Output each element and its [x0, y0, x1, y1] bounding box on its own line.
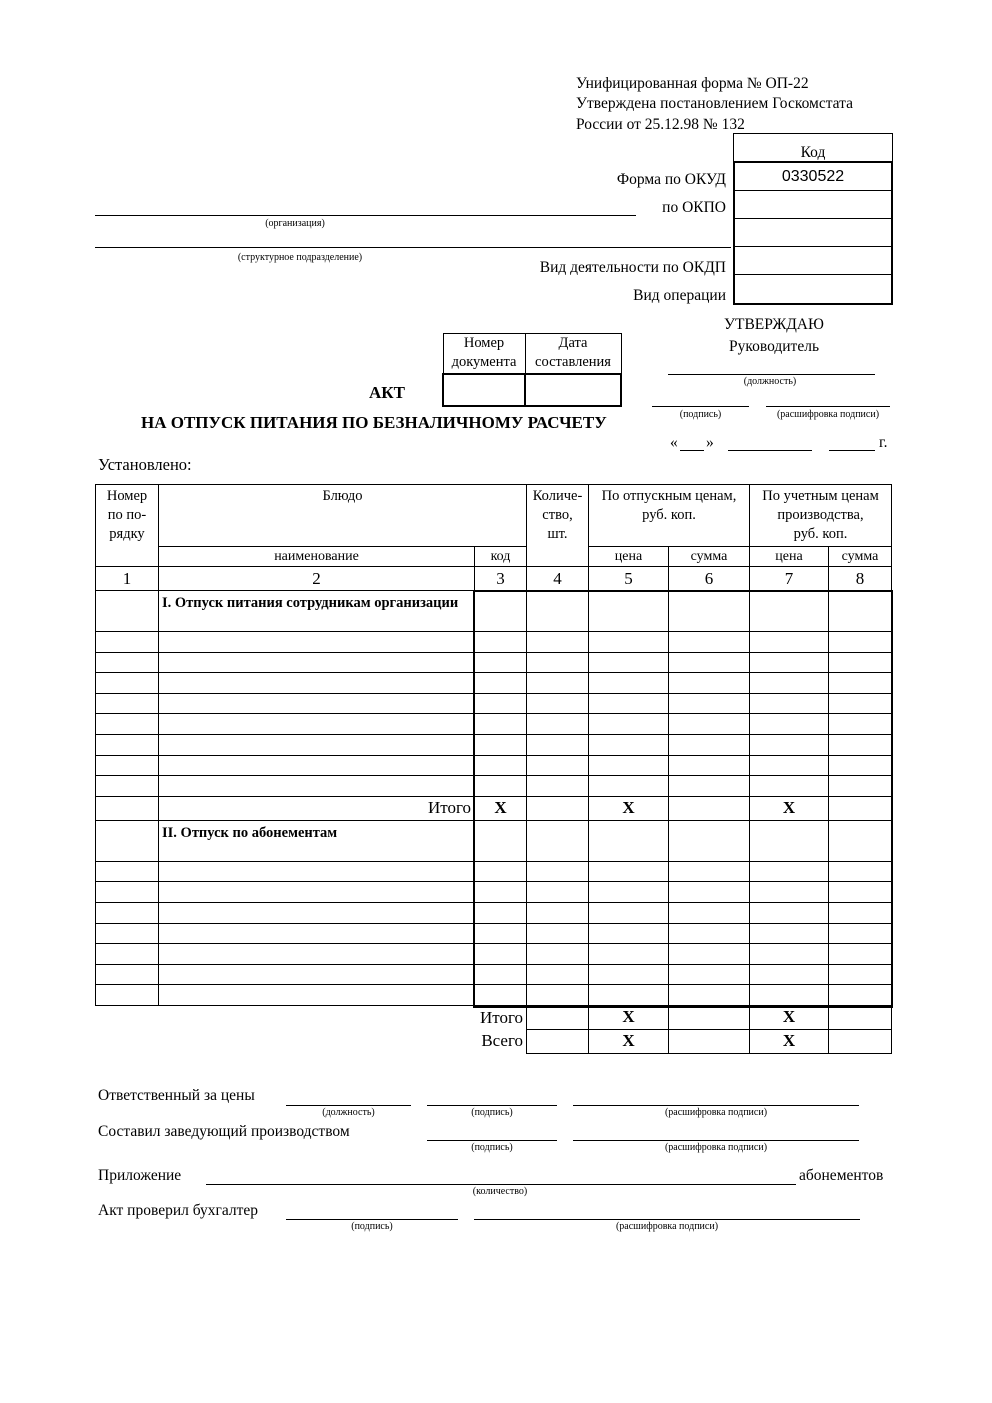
table-cell[interactable]	[589, 882, 669, 903]
header-qty-line-1: Количе-	[532, 488, 583, 504]
x-mark: Х	[475, 796, 527, 820]
okpo-label: по ОКПО	[662, 199, 726, 216]
table-cell[interactable]	[159, 861, 475, 882]
doc-number-label-2: документа	[451, 354, 517, 371]
table-cell[interactable]	[589, 861, 669, 882]
form-number-line: Унифицированная форма № ОП-22	[576, 75, 809, 92]
table-cell[interactable]	[750, 776, 829, 797]
table-cell[interactable]	[475, 714, 527, 735]
table-row	[96, 693, 892, 714]
section-2-rows	[96, 861, 892, 1005]
approver-decode-caption: (расшифровка подписи)	[776, 409, 880, 420]
table-cell[interactable]	[669, 652, 750, 673]
established-label: Установлено:	[98, 455, 192, 474]
col-number-2: 2	[159, 567, 475, 591]
price-resp-signature-caption: (подпись)	[471, 1107, 513, 1118]
table-row	[96, 734, 892, 755]
table-cell[interactable]	[829, 776, 892, 797]
table-cell[interactable]	[589, 734, 669, 755]
table-cell[interactable]	[475, 944, 527, 965]
table-row	[96, 882, 892, 903]
price-resp-position-field[interactable]	[286, 1105, 411, 1106]
table-cell[interactable]	[750, 755, 829, 776]
table-cell[interactable]	[589, 944, 669, 965]
table-cell[interactable]	[527, 985, 589, 1006]
table-cell[interactable]	[589, 755, 669, 776]
table-cell[interactable]	[829, 632, 892, 653]
blank-cell	[159, 1029, 475, 1053]
code-header: Код	[733, 133, 893, 161]
table-cell[interactable]	[475, 652, 527, 673]
table-cell[interactable]	[159, 964, 475, 985]
price-resp-decode-field[interactable]	[573, 1105, 859, 1106]
table-cell[interactable]	[527, 964, 589, 985]
header-qty-line-2: ство,	[542, 507, 573, 523]
table-cell[interactable]	[96, 861, 159, 882]
table-cell[interactable]	[669, 882, 750, 903]
doc-number-header	[443, 334, 525, 374]
table-cell[interactable]	[527, 944, 589, 965]
approve-role: Руководитель	[729, 338, 820, 355]
col-number-3: 3	[475, 567, 527, 591]
compiled-signature-caption: (подпись)	[471, 1142, 513, 1153]
table-cell[interactable]	[159, 985, 475, 1006]
table-row	[96, 923, 892, 944]
price-resp-signature-field[interactable]	[427, 1105, 557, 1106]
table-cell[interactable]	[829, 1005, 892, 1029]
table-cell[interactable]	[669, 714, 750, 735]
grand-total-label: Всего	[481, 1031, 523, 1051]
table-cell[interactable]	[475, 820, 527, 861]
table-cell[interactable]	[159, 632, 475, 653]
table-cell[interactable]	[96, 632, 159, 653]
table-cell[interactable]	[750, 985, 829, 1006]
table-cell[interactable]	[475, 673, 527, 694]
table-cell[interactable]	[829, 944, 892, 965]
doc-title: АКТ	[369, 383, 405, 402]
col-number-1: 1	[96, 567, 159, 591]
table-cell[interactable]	[159, 923, 475, 944]
table-cell[interactable]	[750, 882, 829, 903]
header-accounting-prices	[750, 485, 892, 547]
table-cell[interactable]	[159, 882, 475, 903]
table-cell[interactable]	[96, 693, 159, 714]
subscriptions-label: абонементов	[799, 1167, 884, 1184]
table-cell[interactable]	[829, 714, 892, 735]
table-cell[interactable]	[829, 591, 892, 632]
table-cell[interactable]	[750, 923, 829, 944]
meals-table	[95, 484, 892, 1054]
header-dish: Блюдо	[159, 485, 527, 547]
table-cell[interactable]	[669, 734, 750, 755]
table-cell[interactable]	[96, 776, 159, 797]
table-cell[interactable]	[527, 1005, 589, 1029]
attachment-label: Приложение	[98, 1167, 182, 1184]
table-cell[interactable]	[750, 693, 829, 714]
table-cell[interactable]	[96, 820, 159, 861]
table-cell[interactable]	[669, 923, 750, 944]
approve-day-field[interactable]	[680, 450, 704, 451]
table-cell[interactable]	[159, 776, 475, 797]
table-cell[interactable]	[669, 820, 750, 861]
table-cell[interactable]	[669, 796, 750, 820]
table-cell[interactable]	[96, 902, 159, 923]
checker-decode-field[interactable]	[474, 1219, 860, 1220]
table-cell[interactable]	[527, 652, 589, 673]
table-cell[interactable]	[589, 964, 669, 985]
table-cell[interactable]	[750, 734, 829, 755]
table-cell[interactable]	[527, 923, 589, 944]
section-1-total-label: Итого	[159, 796, 475, 820]
okpo-code-field[interactable]	[735, 191, 891, 219]
approve-title: УТВЕРЖДАЮ	[724, 316, 824, 333]
table-cell[interactable]	[750, 652, 829, 673]
table-cell[interactable]	[527, 796, 589, 820]
table-cell[interactable]	[527, 1029, 589, 1053]
operation-code-field[interactable]	[735, 275, 891, 303]
table-cell[interactable]	[829, 693, 892, 714]
header-acc-line-2: производства,	[777, 507, 864, 523]
table-cell[interactable]	[527, 693, 589, 714]
table-cell[interactable]	[589, 652, 669, 673]
table-cell[interactable]	[159, 652, 475, 673]
approve-year-field[interactable]	[829, 450, 875, 451]
table-cell[interactable]	[96, 964, 159, 985]
table-cell[interactable]	[829, 734, 892, 755]
table-cell[interactable]	[475, 755, 527, 776]
doc-number-date-table	[442, 333, 622, 407]
table-cell[interactable]	[589, 820, 669, 861]
table-cell[interactable]	[589, 693, 669, 714]
x-mark: Х	[589, 1029, 669, 1053]
col-number-7: 7	[750, 567, 829, 591]
table-cell[interactable]	[589, 632, 669, 653]
attachment-quantity-field[interactable]	[206, 1184, 796, 1185]
approver-signature-field[interactable]	[652, 406, 749, 407]
table-cell[interactable]	[527, 882, 589, 903]
table-cell[interactable]	[750, 591, 829, 632]
table-cell[interactable]	[527, 820, 589, 861]
subheader-acc-price: цена	[750, 547, 829, 567]
header-sale-prices	[589, 485, 750, 547]
table-cell[interactable]	[96, 591, 159, 632]
section-1-rows	[96, 632, 892, 797]
table-cell[interactable]	[475, 964, 527, 985]
price-responsible-label: Ответственный за цены	[98, 1087, 255, 1104]
subheader-sale-sum: сумма	[669, 547, 750, 567]
okud-code-field[interactable]: 0330522	[735, 163, 891, 191]
table-cell[interactable]	[669, 1005, 750, 1029]
table-row	[96, 632, 892, 653]
table-cell[interactable]	[159, 673, 475, 694]
header-qty-line-3: шт.	[547, 526, 568, 542]
table-cell[interactable]	[96, 734, 159, 755]
table-cell[interactable]	[829, 1029, 892, 1053]
table-cell[interactable]	[96, 985, 159, 1006]
table-cell[interactable]	[96, 714, 159, 735]
table-cell[interactable]	[750, 820, 829, 861]
table-cell[interactable]	[96, 882, 159, 903]
table-cell[interactable]	[159, 944, 475, 965]
attachment-quantity-caption: (количество)	[472, 1186, 528, 1197]
table-cell[interactable]	[669, 985, 750, 1006]
table-cell[interactable]	[159, 734, 475, 755]
table-row	[96, 673, 892, 694]
organization-field[interactable]	[95, 215, 636, 216]
checker-signature-caption: (подпись)	[351, 1221, 393, 1232]
header-row-number	[96, 485, 159, 567]
table-cell[interactable]	[829, 652, 892, 673]
year-suffix: г.	[879, 434, 888, 451]
table-cell[interactable]	[750, 964, 829, 985]
table-cell[interactable]	[750, 902, 829, 923]
date-open-quote: «	[670, 434, 678, 451]
doc-subtitle: НА ОТПУСК ПИТАНИЯ ПО БЕЗНАЛИЧНОМУ РАСЧЕТУ	[141, 413, 607, 432]
table-cell[interactable]	[475, 882, 527, 903]
subheader-acc-sum: сумма	[829, 547, 892, 567]
table-cell[interactable]	[527, 755, 589, 776]
blank-cell	[96, 1029, 159, 1053]
table-cell[interactable]	[96, 923, 159, 944]
header-sale-line-1: По отпускным ценам,	[601, 488, 737, 504]
table-cell[interactable]	[669, 693, 750, 714]
table-row	[96, 985, 892, 1006]
table-cell[interactable]	[96, 673, 159, 694]
approval-date-line: России от 25.12.98 № 132	[576, 116, 745, 133]
header-num-line-1: Номер	[106, 488, 148, 504]
price-resp-decode-caption: (расшифровка подписи)	[664, 1107, 768, 1118]
table-cell[interactable]	[669, 591, 750, 632]
table-row	[96, 964, 892, 985]
col-number-4: 4	[527, 567, 589, 591]
code-box	[733, 133, 893, 305]
table-cell[interactable]	[750, 632, 829, 653]
date-close-quote: »	[706, 434, 714, 451]
table-cell[interactable]	[589, 902, 669, 923]
col-number-5: 5	[589, 567, 669, 591]
x-mark: Х	[750, 1029, 829, 1053]
table-cell[interactable]	[829, 820, 892, 861]
table-row	[96, 755, 892, 776]
table-cell[interactable]	[159, 714, 475, 735]
table-row	[96, 714, 892, 735]
table-cell[interactable]	[750, 944, 829, 965]
table-cell[interactable]	[829, 755, 892, 776]
table-cell[interactable]	[475, 693, 527, 714]
approve-month-field[interactable]	[728, 450, 812, 451]
table-cell[interactable]	[750, 861, 829, 882]
table-cell[interactable]	[829, 861, 892, 882]
table-cell[interactable]	[475, 985, 527, 1006]
table-cell[interactable]	[96, 944, 159, 965]
x-mark: Х	[750, 1005, 829, 1029]
col-number-8: 8	[829, 567, 892, 591]
table-cell[interactable]	[589, 923, 669, 944]
table-row	[96, 652, 892, 673]
compiled-by-label: Составил заведующий производством	[98, 1123, 350, 1140]
table-cell[interactable]	[589, 714, 669, 735]
table-cell[interactable]	[669, 944, 750, 965]
header-quantity	[527, 485, 589, 567]
approver-signature-caption: (подпись)	[679, 409, 722, 420]
table-cell[interactable]	[527, 776, 589, 797]
table-cell[interactable]	[589, 591, 669, 632]
table-cell[interactable]	[669, 755, 750, 776]
doc-date-field[interactable]	[525, 374, 621, 406]
table-cell[interactable]	[159, 755, 475, 776]
table-cell[interactable]	[527, 714, 589, 735]
table-cell[interactable]	[159, 693, 475, 714]
organization-caption: (организация)	[265, 218, 325, 229]
approval-line: Утверждена постановлением Госкомстата	[576, 95, 853, 112]
okud-label: Форма по ОКУД	[616, 171, 726, 188]
table-cell[interactable]	[527, 591, 589, 632]
table-cell[interactable]	[475, 861, 527, 882]
table-cell[interactable]	[589, 673, 669, 694]
table-cell[interactable]	[829, 882, 892, 903]
table-cell[interactable]	[475, 902, 527, 923]
table-cell[interactable]	[96, 796, 159, 820]
section-2-total-label: Итого	[479, 1007, 523, 1027]
table-cell[interactable]	[159, 902, 475, 923]
header-sale-line-2: руб. коп.	[642, 507, 696, 523]
table-cell[interactable]	[669, 1029, 750, 1053]
approver-decode-field[interactable]	[766, 406, 890, 407]
okdp-label: Вид деятельности по ОКДП	[539, 259, 726, 276]
table-cell[interactable]	[527, 673, 589, 694]
table-cell[interactable]	[527, 734, 589, 755]
blank-cell	[159, 1005, 475, 1029]
table-cell[interactable]	[527, 861, 589, 882]
col-number-6: 6	[669, 567, 750, 591]
table-cell[interactable]	[475, 734, 527, 755]
checker-decode-caption: (расшифровка подписи)	[615, 1221, 719, 1232]
approver-position-field[interactable]	[668, 374, 875, 375]
doc-number-label-1: Номер	[463, 335, 505, 352]
operation-label: Вид операции	[633, 287, 726, 304]
table-cell[interactable]	[96, 755, 159, 776]
table-cell[interactable]	[829, 923, 892, 944]
compiled-decode-field[interactable]	[573, 1140, 859, 1141]
compiled-signature-field[interactable]	[427, 1140, 557, 1141]
table-cell[interactable]	[669, 861, 750, 882]
header-num-line-2: по по-	[107, 507, 147, 523]
subheader-code: код	[475, 547, 527, 567]
table-cell[interactable]	[475, 632, 527, 653]
table-cell[interactable]	[475, 923, 527, 944]
header-acc-line-3: руб. коп.	[793, 526, 848, 542]
subheader-sale-price: цена	[589, 547, 669, 567]
doc-date-header	[525, 334, 621, 374]
table-cell[interactable]	[669, 964, 750, 985]
subdivision-caption: (структурное подразделение)	[237, 252, 363, 263]
table-cell[interactable]	[475, 591, 527, 632]
x-mark: Х	[589, 796, 669, 820]
table-cell[interactable]	[669, 632, 750, 653]
table-cell[interactable]	[829, 902, 892, 923]
blank-cell	[96, 1005, 159, 1029]
subheader-name: наименование	[159, 547, 475, 567]
x-mark: Х	[750, 796, 829, 820]
header-num-line-3: рядку	[109, 526, 145, 542]
price-resp-position-caption: (должность)	[322, 1107, 375, 1118]
table-row	[96, 861, 892, 882]
table-cell[interactable]	[669, 902, 750, 923]
checked-by-label: Акт проверил бухгалтер	[98, 1202, 259, 1219]
subdivision-code-field[interactable]	[735, 219, 891, 247]
table-cell[interactable]	[475, 776, 527, 797]
table-cell[interactable]	[829, 673, 892, 694]
table-row	[96, 944, 892, 965]
table-cell[interactable]	[96, 652, 159, 673]
table-cell[interactable]	[589, 985, 669, 1006]
header-acc-line-1: По учетным ценам	[762, 488, 879, 504]
table-cell[interactable]	[829, 796, 892, 820]
section-1-title: I. Отпуск питания сотрудникам организации	[159, 591, 475, 632]
doc-date-label-1: Дата	[558, 335, 588, 352]
okdp-code-field[interactable]	[735, 247, 891, 275]
table-cell[interactable]	[750, 714, 829, 735]
table-row	[96, 902, 892, 923]
checker-signature-field[interactable]	[286, 1219, 458, 1220]
table-cell[interactable]	[527, 902, 589, 923]
table-cell[interactable]	[669, 776, 750, 797]
table-cell[interactable]	[527, 632, 589, 653]
table-cell[interactable]	[750, 673, 829, 694]
doc-number-field[interactable]	[443, 374, 525, 406]
x-mark: Х	[589, 1005, 669, 1029]
compiled-decode-caption: (расшифровка подписи)	[664, 1142, 768, 1153]
table-cell[interactable]	[669, 673, 750, 694]
subdivision-field[interactable]	[95, 247, 731, 248]
table-cell[interactable]	[589, 776, 669, 797]
doc-date-label-2: составления	[535, 354, 611, 371]
table-row	[96, 776, 892, 797]
section-2-title: II. Отпуск по абонементам	[159, 820, 475, 861]
approver-position-caption: (должность)	[743, 376, 797, 387]
table-cell[interactable]	[829, 964, 892, 985]
table-cell[interactable]	[829, 985, 892, 1006]
